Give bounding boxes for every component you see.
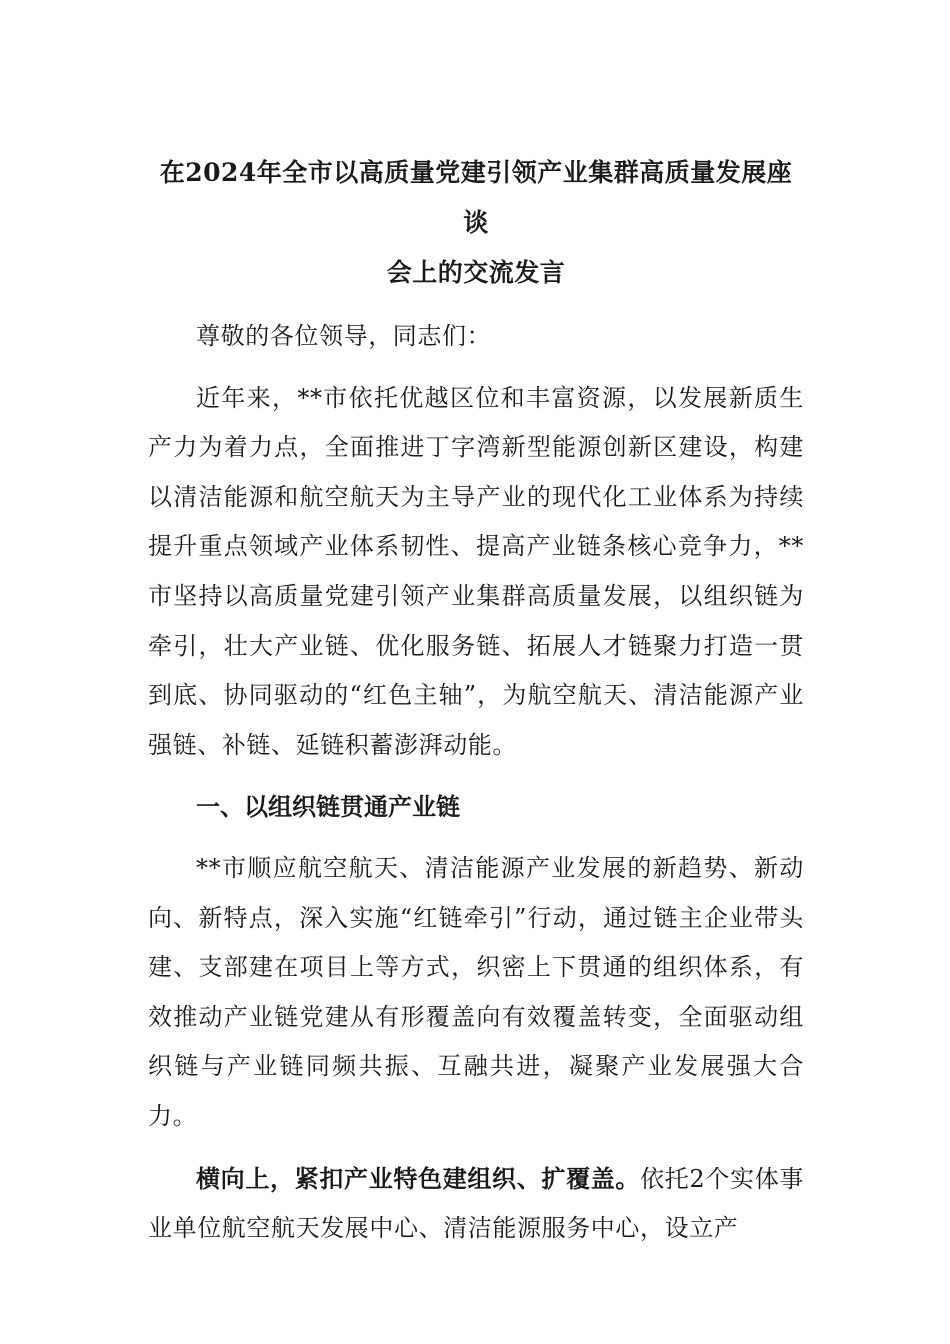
title-line-1: 在2024年全市以高质量党建引领产业集群高质量发展座谈 [159, 158, 793, 237]
section-1-heading: 一、以组织链贯通产业链 [196, 792, 460, 822]
salutation: 尊敬的各位领导，同志们： [196, 322, 492, 350]
title-line-2: 会上的交流发言 [386, 258, 566, 287]
document-title [148, 148, 804, 298]
horizontal-lead: 横向上，紧扣产业特色建组织、扩覆盖。 [196, 1163, 641, 1193]
document-page [148, 148, 804, 1254]
horizontal-paragraph [148, 1154, 804, 1254]
intro-paragraph: 近年来，**市依托优越区位和丰富资源，以发展新质生产力为着力点，全面推进丁字湾新型能源创新区建设，构建以清洁能源和航空航天为主导产业的现代化工业体系为持续提升重点领域产业体系韧性、提高产业链条核心竞争力，**市坚持以高质量党建引领产业集群高质量发展，以组织链为牵引，壮大产业链、优化服务链、拓展人才链聚力打造一贯到底、协同驱动的“红色主轴”，为航空航天、清洁能源产业强链、补链、延链积蓄澎湃动能。 [148, 383, 804, 759]
horizontal-text: 依托2个实体事业单位航空航天发展中心、清洁能源服务中心，设立产 [148, 1164, 804, 1243]
section-1-paragraph: **市顺应航空航天、清洁能源产业发展的新趋势、新动向、新特点，深入实施“红链牵引”行动，通过链主企业带头建、支部建在项目上等方式，织密上下贯通的组织体系，有效推动产业链党建从有形覆盖向有效覆盖转变，全面驱动组织链与产业链同频共振、互融共进，凝聚产业发展强大合力。 [148, 853, 804, 1130]
